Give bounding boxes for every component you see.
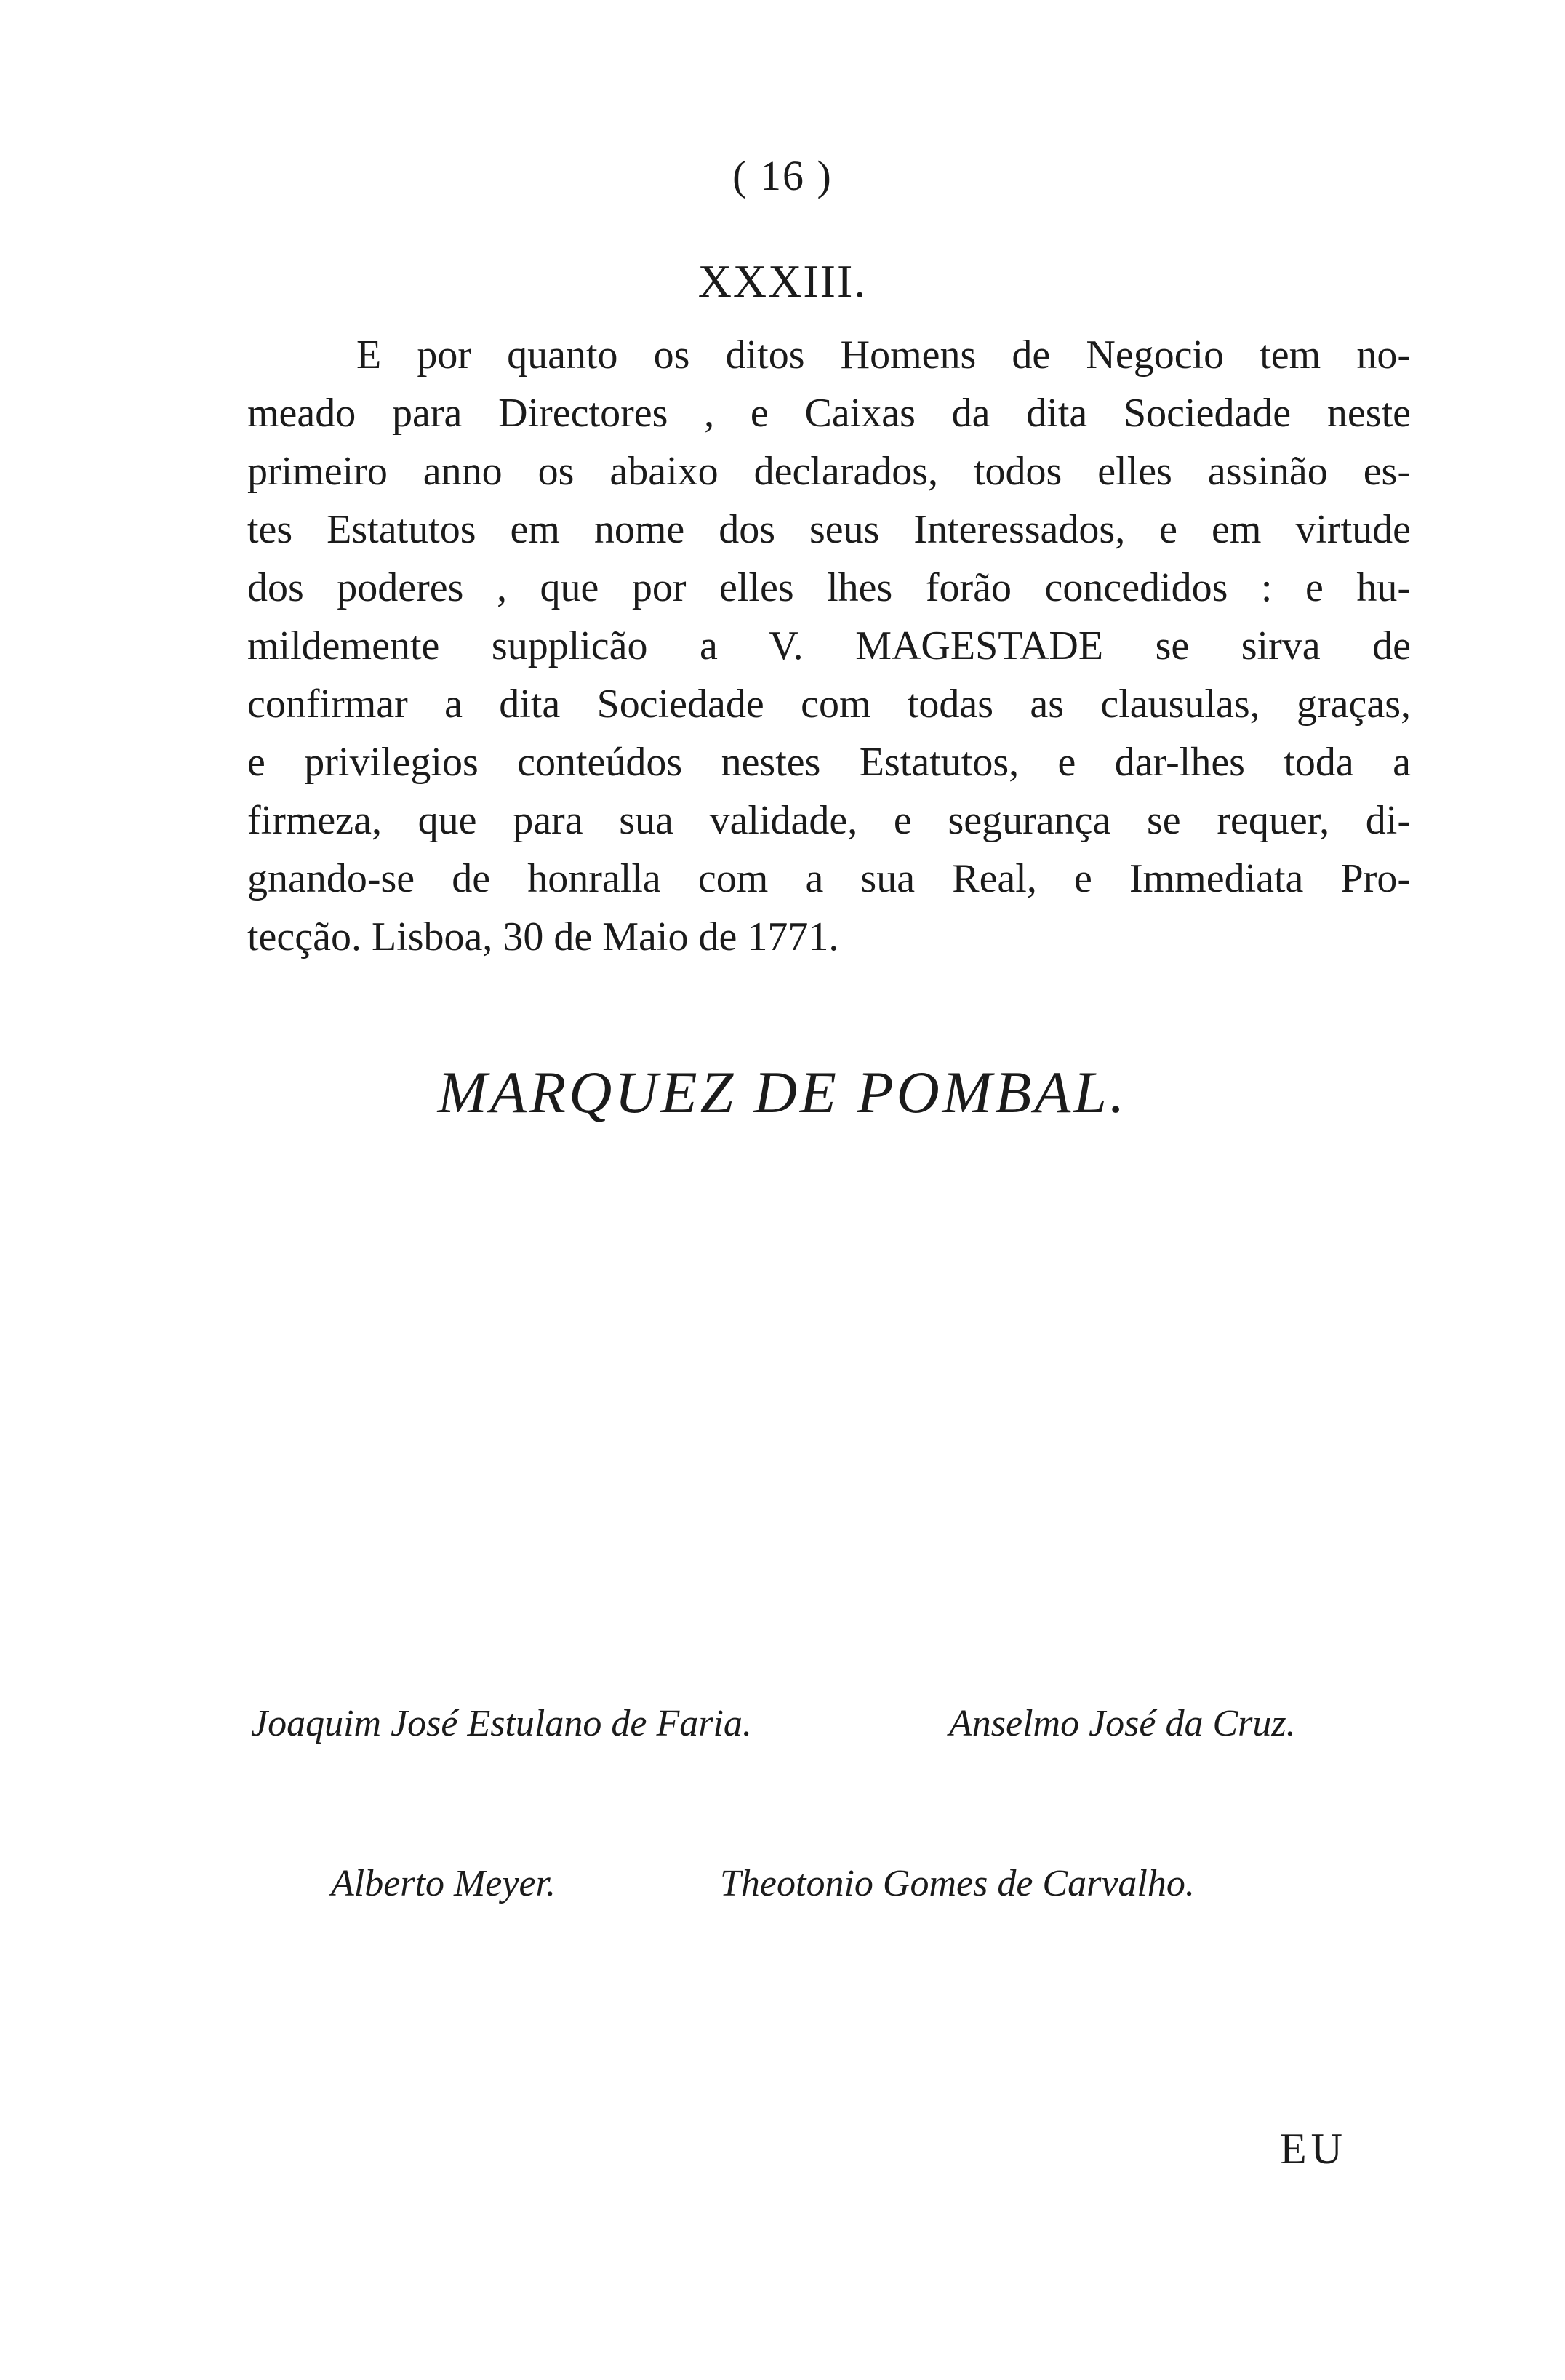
- page-number: ( 16 ): [732, 152, 833, 199]
- catchword: EU: [1280, 2125, 1347, 2173]
- body-line: confirmar a dita Sociedade com todas as clausulas, graças,: [247, 682, 1411, 727]
- signatory-name: Theotonio Gomes de Carvalho.: [720, 1863, 1195, 1904]
- signatory-name: Alberto Meyer.: [331, 1863, 556, 1904]
- body-line: tecção. Lisboa, 30 de Maio de 1771.: [247, 914, 839, 959]
- body-line: primeiro anno os abaixo declarados, todos elles assinão es-: [247, 449, 1411, 494]
- body-line: firmeza, que para sua validade, e segurança se requer, di-: [247, 798, 1411, 843]
- body-line: meado para Directores , e Caixas da dita Sociedade neste: [247, 391, 1411, 436]
- body-line: e privilegios conteúdos nestes Estatutos, e dar-lhes toda a: [247, 740, 1411, 785]
- body-line: gnando-se de honralla com a sua Real, e Immediata Pro-: [247, 856, 1411, 901]
- section-number: XXXIII.: [697, 255, 868, 307]
- signatory-name: Anselmo José da Cruz.: [949, 1703, 1296, 1744]
- body-paragraph: [247, 326, 1411, 966]
- body-line: E por quanto os ditos Homens de Negocio tem no-: [356, 332, 1411, 378]
- body-line: mildemente supplicão a V. MAGESTADE se sirva de: [247, 623, 1411, 668]
- body-line: tes Estatutos em nome dos seus Interessados, e em virtude: [247, 507, 1411, 552]
- body-line: dos poderes , que por elles lhes forão concedidos : e hu-: [247, 565, 1411, 610]
- main-signatory: MARQUEZ DE POMBAL.: [437, 1059, 1128, 1125]
- signatory-name: Joaquim José Estulano de Faria.: [251, 1703, 752, 1744]
